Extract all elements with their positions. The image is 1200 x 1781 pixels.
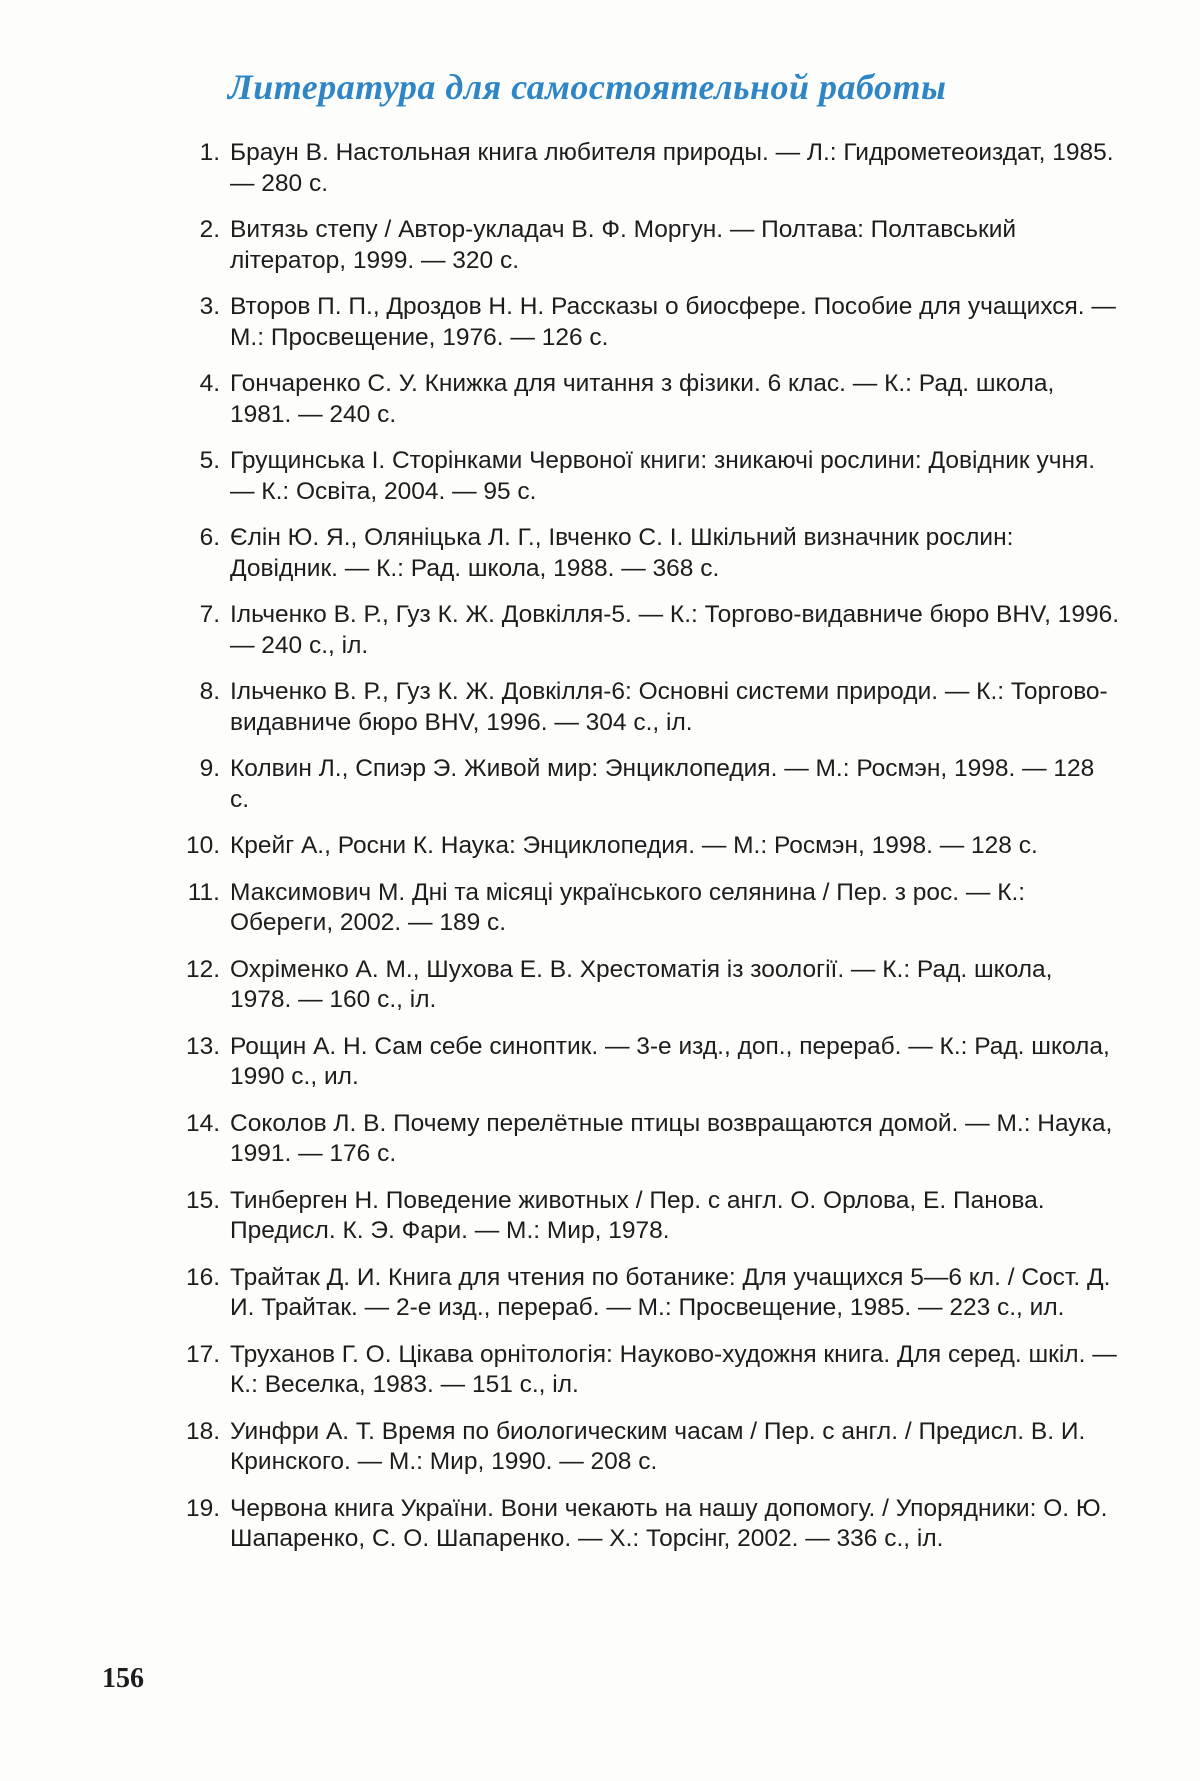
reference-text: Труханов Г. О. Цікава орнітологія: Науково-художня книга. Для серед. шкіл. — К.: Веселка, 1983. — 151 с., іл. xyxy=(230,1340,1117,1398)
reference-number: 18. xyxy=(185,1417,220,1445)
reference-item xyxy=(160,1263,1120,1324)
page-number: 156 xyxy=(102,1663,144,1694)
reference-text: Витязь степу / Автор-укладач В. Ф. Моргун. — Полтава: Полтавський літератор, 1999. — 320 с. xyxy=(230,216,1017,274)
reference-number: 12. xyxy=(185,955,220,983)
reference-number: 3. xyxy=(199,293,220,320)
reference-number: 7. xyxy=(199,601,220,628)
reference-number: 13. xyxy=(185,1032,220,1060)
reference-list xyxy=(160,138,1120,1571)
reference-number: 9. xyxy=(199,755,220,782)
reference-text: Тинберген Н. Поведение животных / Пер. с англ. О. Орлова, Е. Панова. Предисл. К. Э. Фари. — М.: Мир, 1978. xyxy=(230,1186,1045,1244)
reference-text: Рощин А. Н. Сам себе синоптик. — 3-е изд., доп., перераб. — К.: Рад. школа, 1990 с., ил. xyxy=(230,1032,1110,1090)
reference-number: 5. xyxy=(199,447,220,474)
reference-item xyxy=(160,955,1120,1016)
reference-number: 16. xyxy=(185,1263,220,1291)
reference-number: 17. xyxy=(185,1340,220,1368)
reference-text: Трайтак Д. И. Книга для чтения по ботанике: Для учащихся 5—6 кл. / Сост. Д. И. Трайтак. — 2-е изд., перераб. — М.: Просвещение, 1985. — 223 с., ил. xyxy=(230,1263,1111,1321)
reference-number: 10. xyxy=(185,832,220,859)
reference-item xyxy=(160,292,1120,353)
reference-item xyxy=(160,754,1120,815)
reference-text: Максимович М. Дні та місяці українського селянина / Пер. з рос. — К.: Обереги, 2002. — 189 с. xyxy=(230,878,1026,936)
reference-text: Уинфри А. Т. Время по биологическим часам / Пер. с англ. / Предисл. В. И. Кринского. — М.: Мир, 1990. — 208 с. xyxy=(230,1417,1086,1475)
reference-item xyxy=(160,446,1120,507)
reference-text: Колвин Л., Спиэр Э. Живой мир: Энциклопедия. — М.: Росмэн, 1998. — 128 с. xyxy=(230,755,1095,813)
reference-text: Ільченко В. Р., Гуз К. Ж. Довкілля-5. — К.: Торгово-видавниче бюро BHV, 1996. — 240 с., іл. xyxy=(230,601,1120,659)
reference-text: Червона книга України. Вони чекають на нашу допомогу. / Упорядники: О. Ю. Шапаренко, С. О. Шапаренко. — Х.: Торсінг, 2002. — 336 с., іл. xyxy=(230,1494,1108,1552)
reference-item xyxy=(160,523,1120,584)
reference-text: Гончаренко С. У. Книжка для читання з фізики. 6 клас. — К.: Рад. школа, 1981. — 240 с. xyxy=(230,370,1055,428)
reference-item xyxy=(160,1032,1120,1093)
reference-text: Грущинська І. Сторінками Червоної книги: зникаючі рослини: Довідник учня. — К.: Освіта, 2004. — 95 с. xyxy=(230,447,1096,505)
reference-number: 6. xyxy=(199,524,220,551)
reference-item xyxy=(160,1417,1120,1478)
reference-item xyxy=(160,1494,1120,1555)
reference-text: Єлін Ю. Я., Оляніцька Л. Г., Івченко С. І. Шкільний визначник рослин: Довідник. — К.: Рад. школа, 1988. — 368 с. xyxy=(230,524,1014,582)
reference-number: 14. xyxy=(185,1109,220,1137)
reference-text: Второв П. П., Дроздов Н. Н. Рассказы о биосфере. Пособие для учащихся. — М.: Просвещение, 1976. — 126 с. xyxy=(230,293,1116,351)
page-title: Литература для самостоятельной работы xyxy=(228,67,947,107)
reference-text: Соколов Л. В. Почему перелётные птицы возвращаются домой. — М.: Наука, 1991. — 176 с. xyxy=(230,1109,1113,1167)
reference-text: Охріменко А. М., Шухова Е. В. Хрестоматія із зоології. — К.: Рад. школа, 1978. — 160 с., іл. xyxy=(230,955,1053,1013)
reference-text: Браун В. Настольная книга любителя природы. — Л.: Гидрометеоиздат, 1985. — 280 с. xyxy=(230,139,1114,197)
reference-number: 11. xyxy=(187,878,220,906)
reference-number: 19. xyxy=(185,1494,220,1522)
reference-item xyxy=(160,215,1120,276)
reference-item xyxy=(160,369,1120,430)
reference-item xyxy=(160,138,1120,199)
reference-number: 15. xyxy=(185,1186,220,1214)
reference-item xyxy=(160,677,1120,738)
reference-item xyxy=(160,600,1120,661)
reference-text: Ільченко В. Р., Гуз К. Ж. Довкілля-6: Основні системи природи. — К.: Торгово-видавниче бюро BHV, 1996. — 304 с., іл. xyxy=(230,678,1108,736)
reference-item xyxy=(160,1340,1120,1401)
reference-number: 1. xyxy=(199,139,220,166)
reference-item xyxy=(160,1109,1120,1170)
reference-text: Крейг А., Росни К. Наука: Энциклопедия. — М.: Росмэн, 1998. — 128 с. xyxy=(230,832,1038,859)
reference-item xyxy=(160,1186,1120,1247)
reference-item xyxy=(160,878,1120,939)
reference-item xyxy=(160,831,1120,862)
reference-number: 4. xyxy=(199,370,220,397)
reference-number: 8. xyxy=(199,678,220,705)
reference-number: 2. xyxy=(199,216,220,243)
